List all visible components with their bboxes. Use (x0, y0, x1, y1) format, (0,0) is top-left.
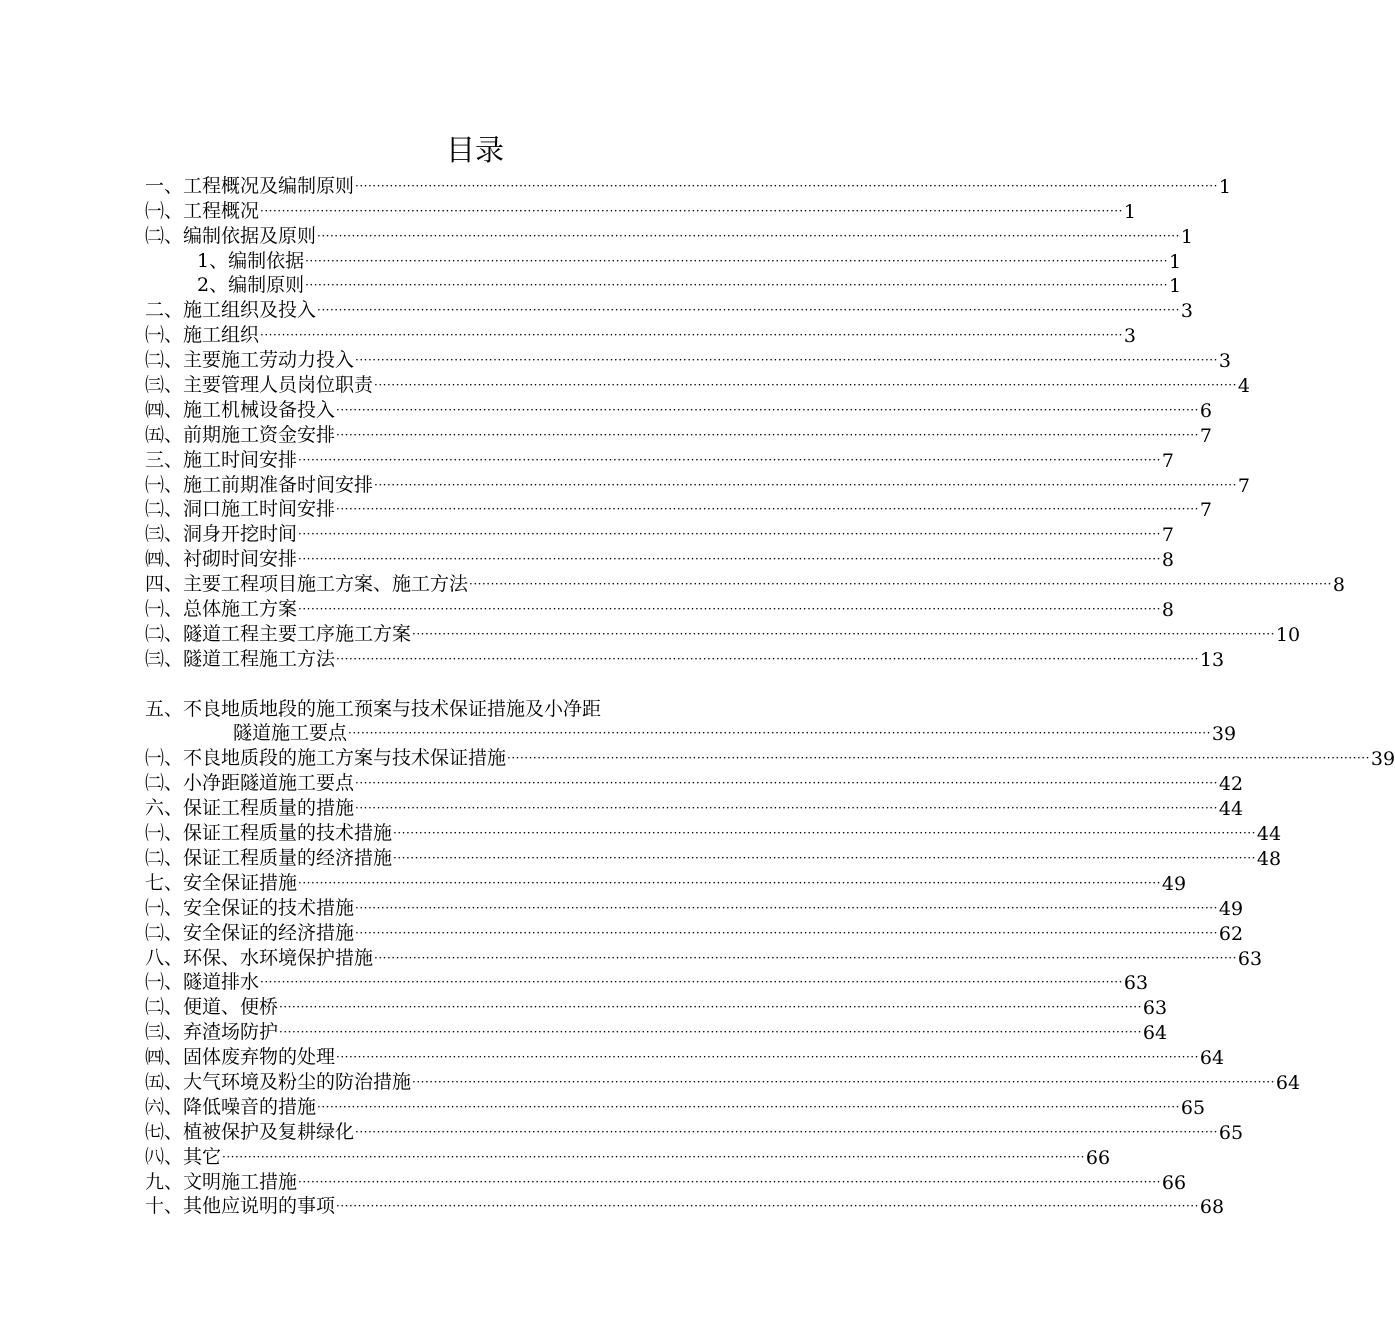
toc-entry-label: 1、编制依据 (197, 249, 305, 272)
toc-entry[interactable] (0, 1194, 1225, 1219)
toc-entry-page: 7 (1161, 524, 1174, 547)
table-of-contents (0, 173, 1395, 1219)
toc-leader-dots: ········································································································································································································ (260, 328, 1123, 343)
toc-entry[interactable] (0, 1169, 1187, 1194)
toc-leader-dots: ········································································································································································································ (222, 1149, 1085, 1164)
toc-leader-dots: ········································································································································································································ (348, 726, 1211, 741)
toc-entry[interactable] (0, 945, 1263, 970)
toc-leader-dots: ········································································································································································································ (279, 1025, 1142, 1040)
toc-part-2 (0, 745, 1395, 1219)
toc-entry[interactable] (0, 173, 1231, 198)
toc-leader-dots: ········································································································································································································ (336, 1050, 1199, 1065)
toc-entry-page: 3 (1123, 325, 1136, 348)
toc-entry-page: 39 (1370, 748, 1395, 771)
toc-entry[interactable] (0, 273, 1182, 298)
toc-entry-section-5-line-2[interactable] (0, 721, 1237, 746)
toc-entry-label: ㈡、隧道工程主要工序施工方案 (145, 622, 412, 645)
toc-entry[interactable] (0, 571, 1345, 597)
toc-entry-page: 65 (1180, 1096, 1206, 1119)
toc-leader-dots: ········································································································································································································ (355, 776, 1218, 791)
toc-leader-dots: ········································································································································································································ (336, 502, 1199, 517)
toc-entry-page: 66 (1161, 1171, 1187, 1194)
toc-entry-label: ㈠、不良地质段的施工方案与技术保证措施 (145, 747, 507, 770)
toc-entry-page: 13 (1199, 648, 1225, 671)
toc-entry[interactable] (0, 546, 1174, 572)
toc-leader-dots: ········································································································································································································ (374, 378, 1237, 393)
toc-leader-dots: ········································································································································································································ (355, 900, 1218, 915)
toc-entry-label: ㈡、便道、便桥 (145, 996, 279, 1019)
toc-gap (0, 671, 950, 696)
toc-entry[interactable] (0, 770, 1244, 796)
toc-leader-dots: ········································································································································································································ (507, 751, 1370, 766)
toc-entry-label: ㈠、施工前期准备时间安排 (145, 473, 374, 496)
toc-leader-dots: ········································································································································································································ (355, 178, 1218, 193)
toc-entry-label: ㈢、主要管理人员岗位职责 (145, 374, 374, 397)
toc-entry-label: ㈧、其它 (145, 1145, 222, 1168)
toc-leader-dots: ········································································································································································································ (298, 1174, 1161, 1189)
toc-entry-page: 7 (1199, 424, 1212, 447)
toc-entry-label: ㈠、保证工程质量的技术措施 (145, 822, 393, 845)
toc-entry-page: 3 (1180, 300, 1193, 323)
toc-leader-dots: ········································································································································································································ (374, 477, 1237, 492)
toc-leader-dots: ········································································································································································································ (355, 1124, 1218, 1139)
toc-entry-label: ㈡、保证工程质量的经济措施 (145, 846, 393, 869)
toc-entry-page: 10 (1275, 623, 1301, 646)
toc-entry[interactable] (0, 198, 1136, 223)
toc-entry-label: 隧道施工要点 (233, 722, 348, 745)
toc-entry-label: 七、安全保证措施 (145, 871, 298, 894)
toc-entry[interactable] (0, 820, 1282, 846)
toc-entry[interactable] (0, 845, 1282, 870)
toc-entry-page: 1 (1168, 275, 1182, 298)
toc-entry-page: 3 (1218, 350, 1231, 373)
toc-entry[interactable] (0, 621, 1301, 646)
toc-leader-dots: ········································································································································································································ (393, 850, 1256, 865)
toc-entry-page: 1 (1218, 175, 1231, 198)
toc-entry-label: ㈢、隧道工程施工方法 (145, 647, 336, 670)
toc-entry[interactable] (0, 870, 1187, 895)
toc-leader-dots: ········································································································································································································ (298, 602, 1161, 617)
toc-entry-label: ㈠、安全保证的技术措施 (145, 896, 355, 919)
toc-entry[interactable] (0, 223, 1193, 248)
toc-leader-dots: ········································································································································································································ (305, 253, 1168, 268)
toc-entry-label: ㈢、洞身开挖时间 (145, 523, 298, 546)
toc-entry-label: ㈣、固体废弃物的处理 (145, 1046, 336, 1069)
toc-entry-label: 四、主要工程项目施工方案、施工方法 (145, 573, 469, 596)
toc-entry-page: 8 (1332, 574, 1345, 597)
toc-entry-label: ㈤、前期施工资金安排 (145, 423, 336, 446)
toc-entry-label: ㈢、弃渣场防护 (145, 1021, 279, 1044)
toc-entry-page: 44 (1218, 798, 1244, 821)
toc-leader-dots: ········································································································································································································ (260, 975, 1123, 990)
toc-entry[interactable] (0, 1119, 1244, 1144)
toc-entry-label: 2、编制原则 (197, 274, 305, 297)
toc-entry-page: 8 (1161, 549, 1174, 572)
toc-leader-dots: ········································································································································································································ (298, 552, 1161, 567)
toc-entry-label: ㈡、安全保证的经济措施 (145, 921, 355, 944)
toc-entry[interactable] (0, 347, 1231, 373)
toc-leader-dots: ········································································································································································································ (298, 875, 1161, 890)
toc-leader-dots: ········································································································································································································ (260, 203, 1123, 218)
page-title: 目录 (445, 133, 504, 167)
toc-entry[interactable] (0, 1069, 1301, 1094)
toc-entry[interactable] (0, 1094, 1206, 1119)
toc-entry-label: ㈠、隧道排水 (145, 971, 260, 994)
toc-entry-page: 49 (1161, 872, 1187, 895)
toc-entry-page: 63 (1142, 997, 1168, 1020)
toc-leader-dots: ········································································································································································································ (305, 278, 1168, 293)
toc-entry-page: 65 (1218, 1121, 1244, 1144)
toc-entry-label: ㈦、植被保护及复耕绿化 (145, 1120, 355, 1143)
toc-entry[interactable] (0, 646, 1225, 671)
toc-leader-dots: ········································································································································································································ (355, 353, 1218, 368)
toc-entry-label: ㈡、洞口施工时间安排 (145, 498, 336, 521)
toc-entry-page: 1 (1180, 225, 1193, 248)
toc-entry-label: 六、保证工程质量的措施 (145, 797, 355, 820)
toc-entry-page: 44 (1256, 823, 1282, 846)
toc-entry-page: 7 (1161, 449, 1174, 472)
toc-entry-label: ㈡、主要施工劳动力投入 (145, 349, 355, 372)
toc-leader-dots: ········································································································································································································ (336, 402, 1199, 417)
toc-leader-dots: ········································································································································································································ (336, 427, 1199, 442)
toc-entry-label: ㈠、工程概况 (145, 199, 260, 222)
toc-entry-label: ㈡、编制依据及原则 (145, 224, 317, 247)
toc-entry-label: 五、不良地质地段的施工预案与技术保证措施及小净距 (145, 697, 602, 720)
toc-leader-dots: ········································································································································································································ (317, 1099, 1180, 1114)
toc-leader-dots: ········································································································································································································ (279, 1000, 1142, 1015)
toc-entry-label: ㈤、大气环境及粉尘的防治措施 (145, 1070, 412, 1093)
toc-entry[interactable] (0, 497, 1212, 522)
toc-entry[interactable] (0, 297, 1193, 323)
toc-entry-page: 66 (1085, 1146, 1111, 1169)
toc-entry-page: 8 (1161, 599, 1174, 622)
toc-entry-label: ㈣、施工机械设备投入 (145, 398, 336, 421)
toc-entry-page: 7 (1237, 474, 1250, 497)
toc-entry-page: 64 (1199, 1047, 1225, 1070)
toc-leader-dots: ········································································································································································································ (317, 303, 1180, 318)
toc-entry[interactable] (0, 745, 1395, 771)
toc-entry-page: 4 (1237, 375, 1250, 398)
toc-entry-page: 62 (1218, 922, 1244, 945)
toc-entry-page: 39 (1211, 723, 1237, 746)
toc-leader-dots: ········································································································································································································ (412, 626, 1275, 641)
toc-entry[interactable] (0, 372, 1250, 398)
toc-entry-label: ㈥、降低噪音的措施 (145, 1095, 317, 1118)
toc-entry[interactable] (0, 521, 1174, 547)
toc-leader-dots: ········································································································································································································ (336, 1199, 1199, 1214)
toc-entry-label: 八、环保、水环境保护措施 (145, 946, 374, 969)
toc-entry-page: 42 (1218, 773, 1244, 796)
toc-entry[interactable] (0, 472, 1250, 497)
toc-leader-dots: ········································································································································································································ (298, 452, 1161, 467)
toc-leader-dots: ········································································································································································································ (374, 950, 1237, 965)
toc-entry-page: 1 (1168, 250, 1182, 273)
toc-entry-page: 1 (1123, 200, 1136, 223)
toc-leader-dots: ········································································································································································································ (317, 228, 1180, 243)
toc-entry-label: ㈡、小净距隧道施工要点 (145, 772, 355, 795)
toc-part-1 (0, 173, 1345, 671)
toc-entry-label: ㈠、总体施工方案 (145, 598, 298, 621)
toc-entry[interactable] (0, 422, 1212, 447)
toc-entry[interactable] (0, 970, 1149, 995)
toc-entry-label: 九、文明施工措施 (145, 1170, 298, 1193)
toc-leader-dots: ········································································································································································································ (412, 1074, 1275, 1089)
toc-entry-label: 二、施工组织及投入 (145, 299, 317, 322)
toc-entry[interactable] (0, 397, 1212, 422)
toc-entry-page: 6 (1199, 399, 1212, 422)
toc-entry-page: 68 (1199, 1196, 1225, 1219)
toc-entry-page: 48 (1256, 847, 1282, 870)
toc-entry[interactable] (0, 920, 1244, 945)
toc-leader-dots: ········································································································································································································ (355, 925, 1218, 940)
toc-entry[interactable] (0, 248, 1182, 273)
toc-entry[interactable] (0, 1144, 1111, 1169)
toc-leader-dots: ········································································································································································································ (336, 651, 1199, 666)
toc-entry-page: 64 (1275, 1071, 1301, 1094)
toc-entry[interactable] (0, 447, 1174, 472)
toc-entry-page: 49 (1218, 897, 1244, 920)
toc-entry[interactable] (0, 795, 1244, 821)
toc-entry-label: 三、施工时间安排 (145, 448, 298, 471)
toc-entry-label: ㈣、衬砌时间安排 (145, 548, 298, 571)
toc-entry[interactable] (0, 994, 1168, 1020)
toc-entry-page: 7 (1199, 499, 1212, 522)
toc-entry-page: 63 (1123, 972, 1149, 995)
toc-entry[interactable] (0, 322, 1136, 348)
toc-leader-dots: ········································································································································································································ (393, 826, 1256, 841)
toc-entry-label: ㈠、施工组织 (145, 324, 260, 347)
toc-entry[interactable] (0, 895, 1244, 920)
toc-entry[interactable] (0, 596, 1174, 622)
toc-entry-label: 十、其他应说明的事项 (145, 1195, 336, 1218)
toc-entry[interactable] (0, 1044, 1225, 1070)
toc-entry-label: 一、工程概况及编制原则 (145, 174, 355, 197)
toc-entry-section-5-line-1[interactable] (0, 696, 950, 721)
toc-leader-dots: ········································································································································································································ (469, 577, 1332, 592)
toc-entry-page: 63 (1237, 947, 1263, 970)
toc-entry[interactable] (0, 1019, 1168, 1045)
toc-leader-dots: ········································································································································································································ (298, 527, 1161, 542)
toc-leader-dots: ········································································································································································································ (355, 801, 1218, 816)
toc-entry-page: 64 (1142, 1022, 1168, 1045)
